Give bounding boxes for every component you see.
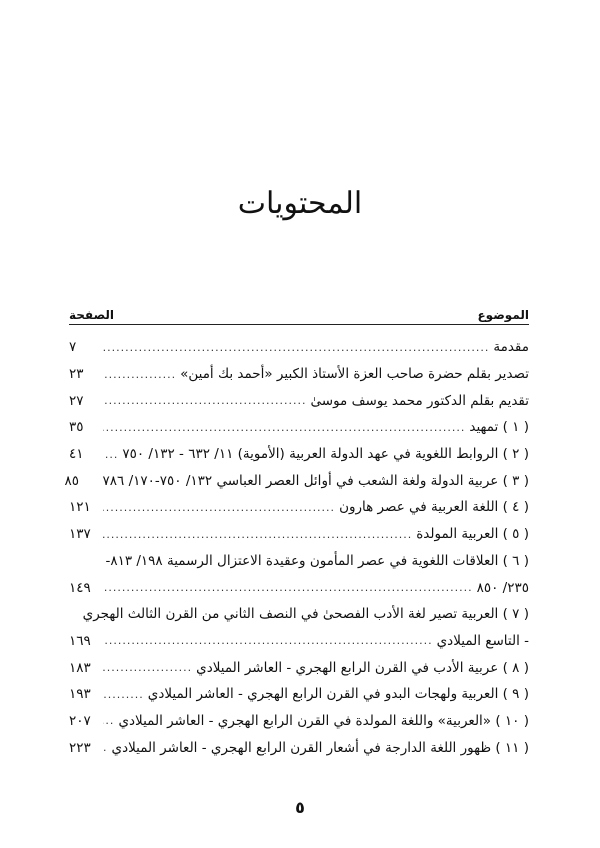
toc-entry-title: ( ٢ ) الروابط اللغوية في عهد الدولة العربية (الأموية) ١١/ ٦٣٢ - ١٣٢/ ٧٥٠ bbox=[122, 446, 529, 463]
toc-entry-title: ( ٦ ) العلاقات اللغوية في عصر المأمون وعقيدة الاعتزال الرسمية ١٩٨/ ٨١٣- bbox=[105, 552, 529, 569]
page-title: المحتويات bbox=[237, 186, 363, 221]
toc-entry bbox=[69, 441, 529, 468]
toc-entry bbox=[69, 601, 529, 628]
toc-entry-page: ١٨٣ bbox=[69, 659, 91, 676]
toc-entry bbox=[69, 521, 529, 548]
toc-entry bbox=[69, 494, 529, 521]
toc-entry-title: ( ١١ ) ظهور اللغة الدارجة في أشعار القرن الرابع الهجري - العاشر الميلادي bbox=[111, 739, 529, 756]
toc-header bbox=[69, 304, 529, 322]
toc-entry bbox=[69, 628, 529, 655]
toc-entry-page: ١٣٧ bbox=[69, 526, 91, 543]
dot-leader bbox=[103, 448, 118, 461]
dot-leader bbox=[103, 421, 465, 434]
toc-entry-page: ٨٥ bbox=[64, 472, 80, 489]
toc-entries bbox=[64, 334, 529, 761]
toc-entry bbox=[69, 414, 529, 441]
toc-entry-title: ٢٣٥/ ٨٥٠ bbox=[476, 579, 529, 596]
toc-entry bbox=[69, 734, 529, 761]
dot-leader bbox=[103, 394, 307, 407]
toc-entry-title: ( ٨ ) عربية الأدب في القرن الرابع الهجري - العاشر الميلادي bbox=[196, 659, 529, 676]
toc-entry-title: ( ٥ ) العربية المولدة bbox=[416, 526, 529, 543]
toc-entry-page: ١٦٩ bbox=[69, 632, 91, 649]
dot-leader bbox=[103, 501, 335, 514]
toc-entry bbox=[69, 574, 529, 601]
dot-leader bbox=[103, 581, 473, 594]
toc-entry-page: ١٩٣ bbox=[69, 686, 91, 703]
dot-leader bbox=[103, 688, 144, 701]
toc-entry-page: ٢٢٣ bbox=[69, 739, 91, 756]
toc-entry-title: تقديم بقلم الدكتور محمد يوسف موسىٰ bbox=[310, 392, 529, 409]
toc-entry-title: ( ٤ ) اللغة العربية في عصر هارون bbox=[339, 499, 529, 516]
toc-entry-page: ١٢١ bbox=[69, 499, 91, 516]
toc-entry-title: تصدير بقلم حضرة صاحب العزة الأستاذ الكبير «أحمد بك أمين» bbox=[180, 366, 529, 383]
dot-leader bbox=[103, 528, 412, 541]
toc-entry-page: ٢٠٧ bbox=[69, 712, 91, 729]
topic-column-label: الموضوع bbox=[477, 308, 529, 322]
dot-leader bbox=[103, 634, 433, 647]
toc-entry-page: ٤١ bbox=[69, 446, 84, 463]
toc-entry bbox=[69, 361, 529, 388]
toc-entry bbox=[69, 681, 529, 708]
toc-entry-title: ( ١٠ ) «العربية» واللغة المولدة في القرن الرابع الهجري - العاشر الميلادي bbox=[118, 712, 529, 729]
toc-entry bbox=[64, 467, 529, 494]
toc-entry-title: ( ٩ ) العربية ولهجات البدو في القرن الرابع الهجري - العاشر الميلادي bbox=[147, 686, 529, 703]
dot-leader bbox=[103, 661, 192, 674]
toc-entry bbox=[69, 387, 529, 414]
page-column-label: الصفحة bbox=[69, 308, 115, 322]
dot-leader bbox=[103, 341, 489, 354]
toc-entry-page: ٢٣ bbox=[69, 366, 84, 383]
toc-entry bbox=[69, 548, 529, 575]
dot-leader bbox=[103, 741, 108, 754]
toc-entry bbox=[69, 654, 529, 681]
toc-entry-page: ٧ bbox=[69, 339, 77, 356]
header-divider bbox=[69, 324, 529, 325]
toc-entry bbox=[69, 708, 529, 735]
toc-entry-page: ٢٧ bbox=[69, 392, 84, 409]
toc-entry bbox=[69, 334, 529, 361]
page-number: ٥ bbox=[295, 798, 305, 817]
toc-entry-title: ( ٧ ) العربية تصير لغة الأدب الفصحىٰ في النصف الثاني من القرن الثالث الهجري bbox=[82, 606, 529, 623]
dot-leader bbox=[103, 714, 114, 727]
toc-entry-title: ( ١ ) تمهيد bbox=[469, 419, 529, 436]
toc-entry-page: ٣٥ bbox=[69, 419, 84, 436]
dot-leader bbox=[103, 368, 176, 381]
toc-entry-title: ( ٣ ) عربية الدولة ولغة الشعب في أوائل العصر العباسي ١٣٢/ ٧٥٠-١٧٠/ ٧٨٦ bbox=[102, 472, 529, 489]
toc-entry-title: مقدمة bbox=[493, 339, 529, 356]
toc-entry-title: - التاسع الميلادي bbox=[436, 632, 529, 649]
toc-entry-page: ١٤٩ bbox=[69, 579, 91, 596]
